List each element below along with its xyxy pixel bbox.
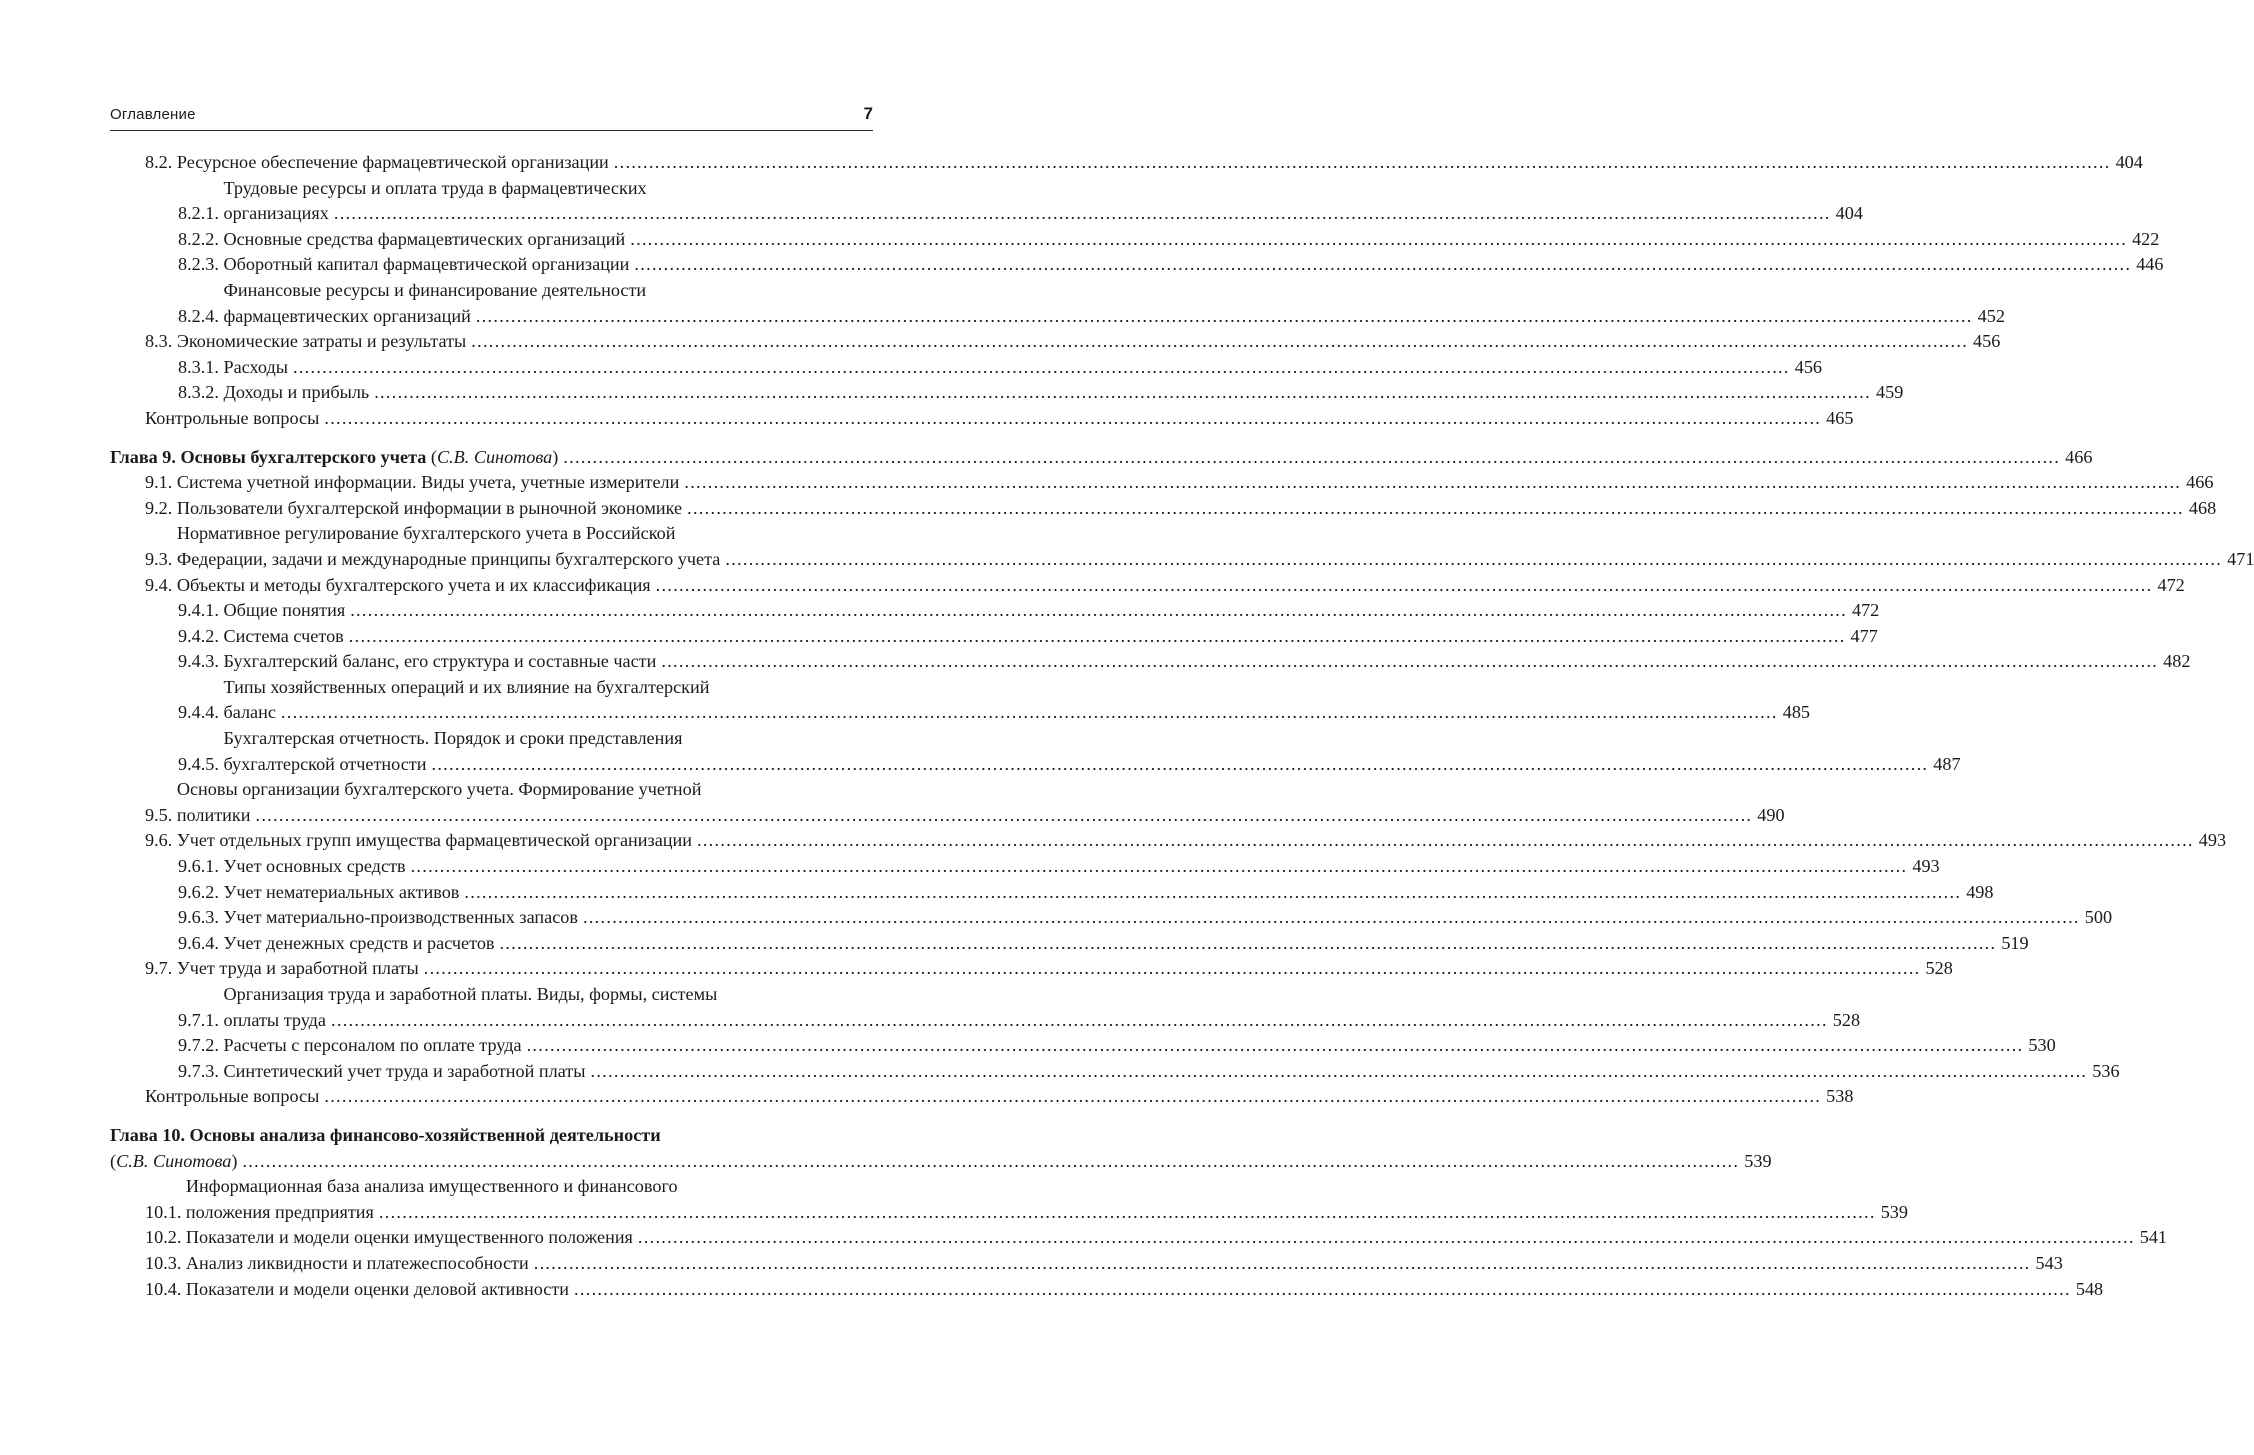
toc-entry-title-line1: Основы организации бухгалтерского учета. Формирование учетной <box>176 779 702 800</box>
toc-entry-number: 8.2. <box>145 152 173 172</box>
toc-entry[interactable] <box>110 521 2254 572</box>
toc-entry-title: Контрольные вопросы <box>145 407 320 428</box>
toc-entry-title: Учет денежных средств и расчетов <box>223 932 495 953</box>
toc-entry-title-line1: Типы хозяйственных операций и их влияние на бухгалтерский <box>223 676 710 697</box>
toc-entry[interactable] <box>110 905 2113 931</box>
toc-entry-title: Расчеты с персоналом по оплате труда <box>223 1035 522 1056</box>
toc-entry-page: 471 <box>2227 548 2254 569</box>
toc-entry-number: 10.3. <box>145 1252 182 1273</box>
toc-entry-number: 9.2. <box>145 497 173 518</box>
toc-entry-title: Показатели и модели оценки деловой активности <box>185 1278 570 1299</box>
toc-entry-number: 10.4. <box>145 1278 182 1299</box>
leader-dots <box>630 227 2127 253</box>
toc-entry-page: 446 <box>2136 254 2164 275</box>
toc-entry[interactable] <box>110 1033 2056 1059</box>
leader-dots <box>725 547 2222 573</box>
leader-dots <box>656 573 2153 599</box>
toc-entry-number: 8.2.2. <box>178 228 219 249</box>
toc-entry-number: 10.1. <box>145 1201 182 1222</box>
leader-dots <box>638 1225 2135 1251</box>
toc-entry[interactable] <box>110 1277 2104 1303</box>
toc-entry[interactable] <box>110 1251 2063 1277</box>
toc-entry-title-line1: Трудовые ресурсы и оплата труда в фармацевтических <box>223 177 647 198</box>
toc-entry-page: 490 <box>1757 804 1785 825</box>
leader-dots <box>464 880 1961 906</box>
toc-entry-title: Учет нематериальных активов <box>223 881 460 902</box>
toc-entry-title: Основные средства фармацевтических организаций <box>223 228 626 249</box>
toc-entry-number: 9.4.4. <box>178 702 219 723</box>
toc-entry-number: 9.6.1. <box>178 856 219 877</box>
leader-dots <box>500 931 1997 957</box>
toc-entry-page: 538 <box>1826 1086 1854 1107</box>
toc-entry-title: Объекты и методы бухгалтерского учета и их классификация <box>176 574 651 595</box>
toc-entry-page: 468 <box>2188 497 2217 518</box>
toc-entry-title-line2: баланс <box>223 702 276 723</box>
toc-entry[interactable] <box>110 854 1940 880</box>
toc-entry-number: 9.4.2. <box>178 625 219 646</box>
toc-entry-title-line2: Федерации, задачи и международные принципы бухгалтерского учета <box>176 548 721 569</box>
toc-entry-title: Учет основных средств <box>223 856 406 877</box>
toc-entry-page: 456 <box>1973 331 2001 352</box>
toc-entry[interactable] <box>110 649 2191 675</box>
leader-dots <box>334 201 1831 227</box>
toc-entry[interactable] <box>110 406 1854 432</box>
toc-entry-number: 9.6. <box>145 830 173 851</box>
toc-entry-page: 528 <box>1832 1009 1861 1030</box>
toc-entry-page: 459 <box>1876 382 1904 403</box>
toc-entry[interactable] <box>110 982 1861 1033</box>
toc-entry[interactable] <box>110 956 1953 982</box>
paren-close: ) <box>552 446 559 467</box>
leader-dots <box>324 1084 1821 1110</box>
toc-entry-number: 8.3. <box>145 331 173 352</box>
toc-entry-number: 8.2.4. <box>178 305 219 326</box>
toc-entry[interactable] <box>110 624 1878 650</box>
toc-entry[interactable] <box>110 176 1863 227</box>
toc-entry-title-line2: фармацевтических организаций <box>223 305 471 326</box>
toc-entry-title-line1: Бухгалтерская отчетность. Порядок и сроки представления <box>223 728 683 749</box>
leader-dots <box>471 329 1968 355</box>
toc-entry-title-line2: оплаты труда <box>223 1009 326 1030</box>
toc-entry-page: 493 <box>2198 830 2227 851</box>
toc-entry[interactable] <box>110 278 2005 329</box>
leader-dots <box>331 1008 1828 1034</box>
toc-entry-page: 500 <box>2084 907 2113 928</box>
toc-entry-title: Общие понятия <box>223 600 346 621</box>
toc-entry-page: 422 <box>2132 228 2160 249</box>
toc-entry-title-line1: Нормативное регулирование бухгалтерского учета в Российской <box>176 523 676 544</box>
toc-entry-number: 9.1. <box>145 472 173 493</box>
toc-entry-title: Учет материально-производственных запасов <box>223 907 578 928</box>
toc-entry[interactable] <box>110 726 1961 777</box>
toc-entry-title-line1: Организация труда и заработной платы. Виды, формы, системы <box>223 984 718 1004</box>
toc-entry-title-line2: политики <box>176 804 251 825</box>
leader-dots <box>661 649 2158 675</box>
toc-entry-page: 541 <box>2139 1227 2167 1248</box>
toc-entry-page: 485 <box>1782 702 1810 723</box>
toc-entry-title-line1: Финансовые ресурсы и финансирование деятельности <box>223 279 647 300</box>
chapter-title: Глава 10. Основы анализа финансово-хозяйственной деятельности <box>110 1124 661 1145</box>
toc-entry[interactable] <box>110 329 2001 355</box>
toc-entry-number: 9.6.2. <box>178 881 219 902</box>
toc-entry-page: 404 <box>1835 203 1863 224</box>
toc-entry-page: 519 <box>2001 932 2029 953</box>
toc-entry-page: 528 <box>1925 958 1953 979</box>
leader-dots <box>527 1033 2024 1059</box>
paren-open: ( <box>110 1150 117 1171</box>
toc-entry-title: Доходы и прибыль <box>223 382 370 403</box>
header-title: Оглавление <box>110 106 196 123</box>
toc-entry-number: 8.3.2. <box>178 382 219 403</box>
toc-entry-page: 530 <box>2028 1035 2056 1056</box>
toc-entry[interactable] <box>110 880 1994 906</box>
toc-entry-page: 477 <box>1850 625 1878 646</box>
toc-chapter[interactable] <box>110 1123 1772 1174</box>
toc-entry-title: Система счетов <box>223 625 344 646</box>
toc-entry-page: 482 <box>2163 651 2191 672</box>
leader-dots <box>374 380 1871 406</box>
table-of-contents <box>110 150 2254 1302</box>
toc-entry-page: 404 <box>2115 152 2143 172</box>
paren-open: ( <box>430 446 437 467</box>
page-number: 7 <box>863 104 873 123</box>
toc-entry[interactable] <box>110 573 2185 599</box>
toc-entry-number: 9.4.1. <box>178 600 219 621</box>
toc-entry-title-line1: Информационная база анализа имущественного и финансового <box>185 1176 678 1197</box>
leader-dots <box>684 470 2181 496</box>
chapter-author: С.В. Синотова <box>436 446 553 467</box>
toc-entry-title: Анализ ликвидности и платежеспособности <box>185 1252 529 1273</box>
toc-entry-number: 8.3.1. <box>178 356 219 377</box>
chapter-title: Глава 9. Основы бухгалтерского учета <box>110 446 427 467</box>
toc-entry[interactable] <box>110 777 1785 828</box>
paren-close: ) <box>231 1150 238 1171</box>
toc-entry-title: Система учетной информации. Виды учета, учетные измерители <box>176 472 680 493</box>
toc-entry-title-line2: положения предприятия <box>185 1201 374 1222</box>
toc-entry-page: 493 <box>1912 856 1940 877</box>
toc-entry-number: 9.6.4. <box>178 932 219 953</box>
toc-entry-title-line2: организациях <box>223 203 329 224</box>
toc-entry-page: 466 <box>2065 446 2093 467</box>
toc-entry-number: 9.3. <box>145 548 173 569</box>
toc-entry[interactable] <box>110 1225 2167 1251</box>
toc-entry-number: 9.4.3. <box>178 651 219 672</box>
toc-entry-number: 9.6.3. <box>178 907 219 928</box>
toc-entry-number: 9.7.3. <box>178 1060 219 1081</box>
leader-dots <box>614 150 2111 176</box>
toc-entry[interactable] <box>110 828 2227 854</box>
toc-entry-page: 548 <box>2075 1278 2104 1299</box>
chapter-author: С.В. Синотова <box>116 1150 232 1171</box>
toc-entry-page: 452 <box>1977 305 2005 326</box>
leader-dots <box>255 803 1752 829</box>
toc-entry-page: 466 <box>2186 472 2214 493</box>
toc-entry[interactable] <box>110 355 1823 381</box>
toc-chapter[interactable] <box>110 445 2093 471</box>
running-header <box>110 104 873 131</box>
toc-entry[interactable] <box>110 496 2217 522</box>
toc-entry[interactable] <box>110 252 2164 278</box>
toc-entry-title: Бухгалтерский баланс, его структура и составные части <box>223 651 657 672</box>
toc-entry-page: 472 <box>1851 600 1880 621</box>
toc-entry-title: Контрольные вопросы <box>145 1086 320 1107</box>
leader-dots <box>534 1251 2031 1277</box>
toc-entry-number: 9.4.5. <box>178 753 219 774</box>
toc-entry-title: Оборотный капитал фармацевтической организации <box>223 254 630 275</box>
toc-entry-title: Синтетический учет труда и заработной платы <box>223 1060 586 1081</box>
toc-entry[interactable] <box>110 675 1810 726</box>
toc-entry[interactable] <box>110 1084 1854 1110</box>
toc-entry-title: Показатели и модели оценки имущественного положения <box>185 1227 633 1248</box>
toc-entry-number: 9.4. <box>145 574 173 595</box>
leader-dots <box>687 496 2184 522</box>
leader-dots <box>590 1059 2087 1085</box>
leader-dots <box>324 406 1821 432</box>
toc-entry[interactable] <box>110 380 1904 406</box>
leader-dots <box>379 1200 1876 1226</box>
toc-entry-number: 10.2. <box>145 1227 182 1248</box>
leader-dots <box>697 828 2194 854</box>
toc-entry[interactable] <box>110 598 1880 624</box>
toc-entry-page: 539 <box>1744 1150 1772 1171</box>
toc-entry-page: 487 <box>1933 753 1961 774</box>
toc-entry[interactable] <box>110 470 2214 496</box>
toc-entry-number: 9.5. <box>145 804 173 825</box>
leader-dots <box>242 1149 1739 1175</box>
leader-dots <box>476 304 1973 330</box>
toc-entry-title: Учет труда и заработной платы <box>176 958 419 979</box>
leader-dots <box>281 700 1778 726</box>
toc-entry-title-line2: бухгалтерской отчетности <box>223 753 427 774</box>
toc-entry-page: 456 <box>1794 356 1823 377</box>
toc-entry[interactable] <box>110 1174 1908 1225</box>
toc-entry-title: Расходы <box>223 356 288 377</box>
leader-dots <box>431 752 1928 778</box>
leader-dots <box>349 624 1846 650</box>
leader-dots <box>634 252 2131 278</box>
toc-entry-number: 8.2.1. <box>178 203 219 224</box>
toc-entry-page: 539 <box>1880 1201 1908 1222</box>
toc-entry-number: 9.7. <box>145 958 173 979</box>
leader-dots <box>411 854 1908 880</box>
toc-entry-title: Ресурсное обеспечение фармацевтической организации <box>176 152 609 172</box>
toc-entry-number: 9.7.1. <box>178 1009 219 1030</box>
toc-entry-page: 498 <box>1966 881 1994 902</box>
leader-dots <box>563 445 2060 471</box>
toc-entry-number: 9.7.2. <box>178 1035 219 1056</box>
toc-entry-number: 8.2.3. <box>178 254 219 275</box>
toc-entry[interactable] <box>110 227 2160 253</box>
toc-entry-page: 536 <box>2092 1060 2120 1081</box>
leader-dots <box>293 355 1790 381</box>
toc-entry-page: 472 <box>2157 574 2185 595</box>
leader-dots <box>424 956 1921 982</box>
leader-dots <box>574 1277 2071 1303</box>
leader-dots <box>583 905 2080 931</box>
toc-entry-title: Учет отдельных групп имущества фармацевтической организации <box>176 830 692 851</box>
toc-entry-title: Экономические затраты и результаты <box>176 331 467 352</box>
toc-entry[interactable] <box>110 931 2029 957</box>
toc-entry[interactable] <box>110 150 2143 176</box>
toc-entry-title: Пользователи бухгалтерской информации в рыночной экономике <box>176 497 683 518</box>
toc-entry[interactable] <box>110 1059 2120 1085</box>
leader-dots <box>350 598 1847 624</box>
toc-entry-page: 543 <box>2035 1252 2063 1273</box>
toc-entry-page: 465 <box>1826 407 1854 428</box>
